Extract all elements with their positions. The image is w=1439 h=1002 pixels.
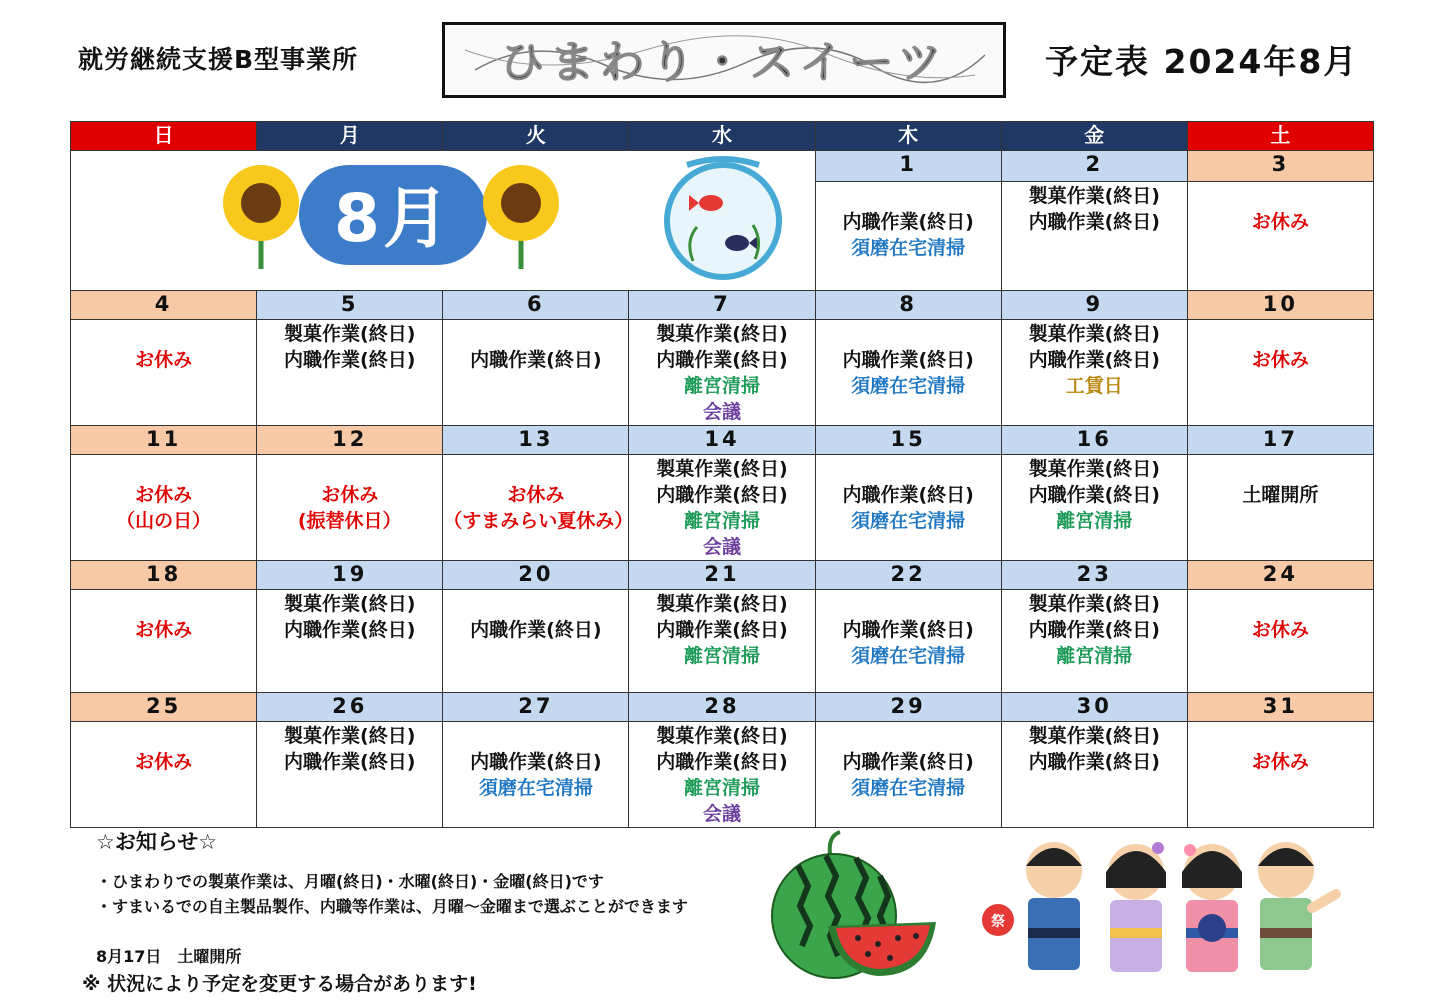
day-cell[interactable] [1187, 455, 1373, 561]
event-label: 須磨在宅清掃 [851, 645, 966, 667]
event-label [257, 456, 442, 482]
weekday-mon: 月 [257, 122, 443, 151]
event-label [443, 591, 628, 617]
event-label: 製菓作業(終日) [284, 593, 416, 615]
date-number: 20 [443, 561, 629, 590]
date-number: 5 [257, 291, 443, 320]
day-cell[interactable] [1001, 722, 1187, 828]
event-row [71, 455, 1374, 561]
event-label: 須磨在宅清掃 [851, 510, 966, 532]
date-number: 3 [1187, 151, 1373, 182]
event-label: 内職作業(終日) [842, 349, 974, 371]
day-cell[interactable] [71, 455, 257, 561]
org-name: 就労継続支援B型事業所 [78, 45, 359, 74]
weekday-sun: 日 [71, 122, 257, 151]
event-label [1188, 183, 1373, 209]
event-label: 内職作業(終日) [656, 619, 788, 641]
event-label: 工賃日 [1065, 375, 1123, 397]
event-label: (振替休日） [297, 510, 402, 532]
event-label: 内職作業(終日) [1028, 751, 1160, 773]
event-label: 離宮清掃 [1056, 645, 1133, 667]
event-label [1188, 456, 1373, 482]
date-number: 28 [629, 693, 815, 722]
date-number-row [71, 693, 1374, 722]
event-label: お休み [1251, 349, 1309, 371]
event-label: 製菓作業(終日) [284, 725, 416, 747]
day-cell[interactable] [1187, 590, 1373, 693]
day-cell[interactable] [815, 722, 1001, 828]
day-cell[interactable] [257, 722, 443, 828]
date-number: 6 [443, 291, 629, 320]
date-number-row [71, 151, 1374, 182]
date-number-row [71, 561, 1374, 590]
notice-line: ・ひまわりでの製菓作業は、月曜(終日)・水曜(終日)・金曜(終日)です [96, 872, 604, 891]
date-number: 9 [1001, 291, 1187, 320]
day-cell[interactable] [257, 455, 443, 561]
day-cell[interactable] [71, 722, 257, 828]
day-cell[interactable] [1001, 590, 1187, 693]
event-label: 土曜開所 [1242, 484, 1319, 506]
event-label: 会議 [702, 803, 741, 825]
weekday-sat: 土 [1187, 122, 1373, 151]
weekday-fri: 金 [1001, 122, 1187, 151]
weekday-header-row [71, 122, 1374, 151]
notice-line: ・すまいるでの自主製品製作、内職等作業は、月曜～金曜まで選ぶことができます [96, 897, 688, 916]
date-number: 23 [1001, 561, 1187, 590]
event-label: お休み [135, 349, 193, 371]
event-label: お休み [507, 484, 565, 506]
event-label: 内職作業(終日) [1028, 619, 1160, 641]
logo-text: ひまわり・スイーツ [500, 37, 948, 88]
event-label [71, 723, 256, 749]
event-label [816, 456, 1001, 482]
event-label: 離宮清掃 [683, 777, 760, 799]
logo [442, 22, 1006, 98]
event-label [71, 321, 256, 347]
date-number: 17 [1187, 426, 1373, 455]
event-label: 内職作業(終日) [470, 619, 602, 641]
event-label: 離宮清掃 [683, 645, 760, 667]
event-label: 内職作業(終日) [656, 349, 788, 371]
event-label: 製菓作業(終日) [1028, 458, 1160, 480]
day-cell[interactable] [815, 181, 1001, 290]
date-number: 13 [443, 426, 629, 455]
event-label: 内職作業(終日) [470, 349, 602, 371]
date-number: 27 [443, 693, 629, 722]
fan-text: 祭 [991, 914, 1005, 930]
day-cell[interactable] [1001, 455, 1187, 561]
event-label: 内職作業(終日) [470, 751, 602, 773]
event-label [816, 321, 1001, 347]
date-number: 4 [71, 291, 257, 320]
event-label: 内職作業(終日) [842, 210, 974, 233]
date-number: 19 [257, 561, 443, 590]
date-number: 1 [815, 151, 1001, 182]
weekday-tue: 火 [443, 122, 629, 151]
event-label [443, 456, 628, 482]
event-label: お休み [135, 751, 193, 773]
event-label [816, 591, 1001, 617]
event-label: 内職作業(終日) [284, 751, 416, 773]
event-label: 内職作業(終日) [284, 619, 416, 641]
day-cell[interactable] [1001, 320, 1187, 426]
event-label: 内職作業(終日) [1028, 484, 1160, 506]
event-label [71, 591, 256, 617]
day-cell[interactable] [815, 590, 1001, 693]
event-label: 製菓作業(終日) [656, 725, 788, 747]
event-label: 会議 [702, 536, 741, 558]
event-label: 内職作業(終日) [842, 619, 974, 641]
event-label: お休み [321, 484, 379, 506]
event-label: 須磨在宅清掃 [851, 777, 966, 799]
event-label [816, 723, 1001, 749]
event-label: （山の日） [116, 510, 212, 532]
event-label: 離宮清掃 [683, 510, 760, 532]
date-number: 7 [629, 291, 815, 320]
day-cell[interactable] [1187, 722, 1373, 828]
event-label: 製菓作業(終日) [1028, 725, 1160, 747]
event-label: 製菓作業(終日) [656, 458, 788, 480]
event-label: 内職作業(終日) [1028, 210, 1160, 233]
day-cell[interactable] [1187, 181, 1373, 290]
watermelon-icon [768, 826, 940, 986]
day-cell[interactable] [629, 590, 815, 693]
date-number-row [71, 426, 1374, 455]
logo-art [445, 25, 1003, 95]
change-warning: ※ 状況により予定を変更する場合があります! [82, 973, 477, 995]
event-label: 製菓作業(終日) [1028, 593, 1160, 615]
event-label [443, 723, 628, 749]
day-cell[interactable] [443, 722, 629, 828]
date-number: 25 [71, 693, 257, 722]
event-label: お休み [1251, 210, 1309, 233]
date-number: 10 [1187, 291, 1373, 320]
notice-line: 8月17日 土曜開所 [96, 947, 242, 966]
event-label: お休み [1251, 751, 1309, 773]
event-label: 内職作業(終日) [1028, 349, 1160, 371]
day-cell[interactable] [815, 455, 1001, 561]
date-number: 18 [71, 561, 257, 590]
date-number: 29 [815, 693, 1001, 722]
day-cell[interactable] [629, 722, 815, 828]
sunflower-icon [223, 165, 299, 269]
date-number: 21 [629, 561, 815, 590]
notice-title: ☆お知らせ☆ [96, 830, 218, 854]
event-label: 製菓作業(終日) [284, 323, 416, 345]
event-row [71, 590, 1374, 693]
day-cell[interactable] [629, 455, 815, 561]
date-number: 12 [257, 426, 443, 455]
date-number: 8 [815, 291, 1001, 320]
schedule-title: 予定表 2024年8月 [1045, 42, 1359, 81]
day-cell[interactable] [443, 320, 629, 426]
event-label: お休み [135, 484, 193, 506]
event-row [71, 320, 1374, 426]
date-number: 22 [815, 561, 1001, 590]
event-label: 内職作業(終日) [284, 349, 416, 371]
event-label [1188, 321, 1373, 347]
date-number: 2 [1001, 151, 1187, 182]
event-label: お休み [135, 619, 193, 641]
date-number: 15 [815, 426, 1001, 455]
event-label: 須磨在宅清掃 [851, 375, 966, 397]
day-cell[interactable] [257, 590, 443, 693]
day-cell[interactable] [443, 590, 629, 693]
goldfish-bowl-icon [667, 159, 779, 277]
day-cell[interactable] [1001, 181, 1187, 290]
event-label: 須磨在宅清掃 [478, 777, 593, 799]
event-label: 製菓作業(終日) [656, 593, 788, 615]
date-number-row [71, 291, 1374, 320]
event-label: 製菓作業(終日) [1028, 184, 1160, 207]
day-cell[interactable] [1187, 320, 1373, 426]
date-number: 14 [629, 426, 815, 455]
date-number: 24 [1187, 561, 1373, 590]
event-label: 製菓作業(終日) [1028, 323, 1160, 345]
event-row [71, 722, 1374, 828]
day-cell[interactable] [71, 590, 257, 693]
event-label: 内職作業(終日) [656, 751, 788, 773]
date-number: 11 [71, 426, 257, 455]
event-label [443, 321, 628, 347]
event-label: 内職作業(終日) [842, 751, 974, 773]
day-cell[interactable] [257, 320, 443, 426]
weekday-wed: 水 [629, 122, 815, 151]
event-label [71, 456, 256, 482]
calendar-table [70, 121, 1374, 828]
date-number: 30 [1001, 693, 1187, 722]
event-label [1188, 591, 1373, 617]
date-number: 31 [1187, 693, 1373, 722]
event-label [1188, 723, 1373, 749]
event-label: 会議 [702, 401, 741, 423]
event-label: お休み [1251, 619, 1309, 641]
calendar-body [71, 151, 1374, 828]
day-cell[interactable] [629, 320, 815, 426]
day-cell[interactable] [443, 455, 634, 561]
event-label: 製菓作業(終日) [656, 323, 788, 345]
event-label: 内職作業(終日) [656, 484, 788, 506]
month-decoration [71, 151, 816, 291]
event-label: 内職作業(終日) [842, 484, 974, 506]
month-decoration-art [71, 151, 815, 283]
event-label: （すまみらい夏休み） [443, 510, 634, 532]
festival-kids-icon [976, 828, 1348, 986]
date-number: 26 [257, 693, 443, 722]
event-label: 離宮清掃 [1056, 510, 1133, 532]
event-label: 離宮清掃 [683, 375, 760, 397]
sunflower-icon [483, 165, 559, 269]
day-cell[interactable] [71, 320, 257, 426]
weekday-thu: 木 [815, 122, 1001, 151]
event-label: 須磨在宅清掃 [851, 236, 966, 259]
day-cell[interactable] [815, 320, 1001, 426]
date-number: 16 [1001, 426, 1187, 455]
event-label [816, 183, 1001, 209]
month-badge: 8月 [334, 180, 452, 257]
